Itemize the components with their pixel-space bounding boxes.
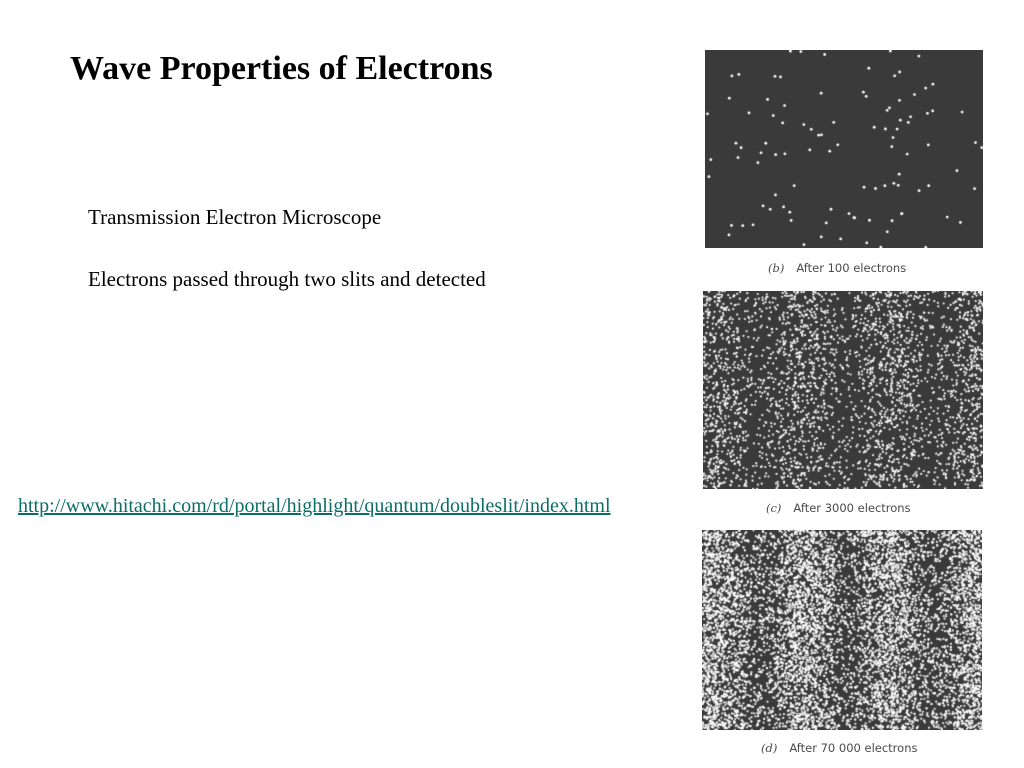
caption-3000-electrons [766, 501, 911, 515]
caption-text-d: After 70 000 electrons [789, 741, 918, 755]
detector-image-100-electrons [705, 50, 983, 248]
body-text-microscope: Transmission Electron Microscope [88, 205, 382, 229]
caption-70000-electrons [761, 741, 917, 755]
electron-dots-3000 [703, 291, 983, 489]
source-link[interactable]: http://www.hitachi.com/rd/portal/highlight/quantum/doubleslit/index.html [18, 495, 611, 517]
slide-title: Wave Properties of Electrons [70, 50, 493, 87]
electron-dots-100 [705, 50, 983, 248]
detector-image-70000-electrons [702, 530, 982, 730]
electron-dots-70000 [702, 530, 982, 730]
caption-letter-b: (b) [768, 261, 785, 275]
detector-image-3000-electrons [703, 291, 983, 489]
body-text-two-slits: Electrons passed through two slits and detected [88, 267, 486, 291]
caption-100-electrons [768, 261, 906, 275]
caption-text-b: After 100 electrons [796, 261, 907, 275]
caption-letter-d: (d) [761, 741, 778, 755]
caption-letter-c: (c) [766, 501, 782, 515]
caption-text-c: After 3000 electrons [793, 501, 911, 515]
